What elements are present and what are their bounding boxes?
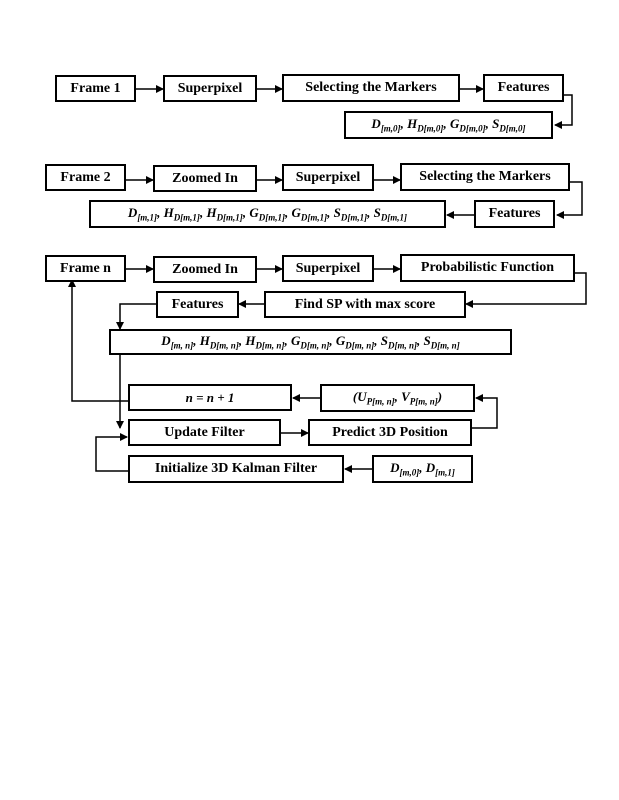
zoomed-in-2-box: Zoomed In: [153, 165, 257, 192]
arrow-predict-to-uv: [472, 398, 497, 428]
arrow-featuresn-to-descriptorsn: [120, 304, 156, 329]
descriptor-expr: $D_{[m,0]}$, $H_{D[m,0]}$, $G_{D[m,0]}$, $S_{D[m,0]}$: [371, 116, 526, 134]
superpixel-2-box: Superpixel: [282, 164, 374, 191]
uv-position-box: [320, 384, 475, 412]
probabilistic-function-box: Probabilistic Function: [400, 254, 575, 282]
d0d1-expr: $D_{[m,0]}$, $D_{[m,1]}$: [390, 460, 455, 478]
superpixel-n-box: Superpixel: [282, 255, 374, 282]
frame-2-box: Frame 2: [45, 164, 126, 191]
select-markers-1-box: Selecting the Markers: [282, 74, 460, 102]
arrow-init-to-update: [96, 437, 128, 471]
superpixel-1-box: Superpixel: [163, 75, 257, 102]
features-n-box: Features: [156, 291, 239, 318]
predict-3d-position-box: Predict 3D Position: [308, 419, 472, 446]
initial-descriptors-box: [372, 455, 473, 483]
descriptor-expr: $D_{[m,1]}$, $H_{D[m,1]}$, $H_{D[m,1]}$, $G_{D[m,1]}$, $G_{D[m,1]}$, $S_{D[m,1]}$, $S_{D[m,1]}$: [127, 205, 408, 223]
initialize-kalman-box: Initialize 3D Kalman Filter: [128, 455, 344, 483]
zoomed-in-n-box: Zoomed In: [153, 256, 257, 283]
features-1-box: Features: [483, 74, 564, 102]
select-markers-2-box: Selecting the Markers: [400, 163, 570, 191]
find-sp-box: Find SP with max score: [264, 291, 466, 318]
descriptors-row1-box: [344, 111, 553, 139]
frame-1-box: Frame 1: [55, 75, 136, 102]
descriptors-row2-box: [89, 200, 446, 228]
uv-expr: ($U_{P[m, n]}$, $V_{P[m, n]}$): [352, 389, 443, 407]
descriptor-expr: $D_{[m, n]}$, $H_{D[m, n]}$, $H_{D[m, n]}$, $G_{D[m, n]}$, $G_{D[m, n]}$, $S_{D[m, n]}$, $S_{D[m, n]}$: [161, 333, 460, 351]
update-filter-box: Update Filter: [128, 419, 281, 446]
frame-n-box: Frame n: [45, 255, 126, 282]
features-2-box: Features: [474, 200, 555, 228]
increment-n-box: n = n + 1: [128, 384, 292, 411]
descriptors-rown-box: [109, 329, 512, 355]
